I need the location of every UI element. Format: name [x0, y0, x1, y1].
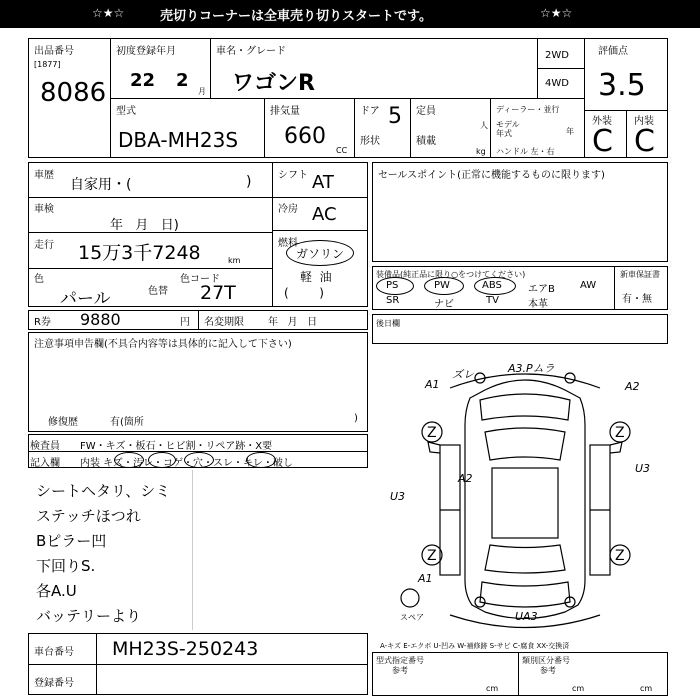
svg-text:Z: Z	[615, 425, 625, 441]
year-unit: 年	[566, 127, 574, 136]
banner-stars-left: ☆★☆	[92, 6, 125, 20]
inspection-label: 車検	[34, 204, 54, 215]
interior-grade: C	[634, 124, 655, 159]
fuel-paren: ( )	[284, 286, 324, 300]
history-value: 自家用・(	[70, 177, 132, 193]
rear-notes-block	[372, 314, 668, 344]
dealer-label: ディーラー・並行	[496, 105, 560, 114]
history-label: 車歴	[34, 170, 54, 181]
lot-label: 出品番号	[34, 46, 74, 57]
color-code-label: 色コード	[180, 274, 220, 285]
ref-label: 参考	[392, 666, 408, 675]
damage-label: A2	[625, 380, 640, 393]
color-code: 27T	[200, 282, 236, 304]
dims-label-2: 類別区分番号	[522, 656, 570, 665]
burn-circle	[184, 452, 214, 468]
handle-label: ハンドル 左・右	[496, 147, 555, 156]
repair-value: 有(箇所	[110, 417, 144, 428]
eval-score: 3.5	[598, 68, 646, 103]
eval-label: 評価点	[598, 46, 628, 57]
kg-unit: kg	[476, 147, 486, 156]
damage-label: A2	[458, 472, 473, 485]
wear-circle	[246, 452, 276, 468]
equip-ps: PS	[386, 280, 399, 291]
dims-label-1: 型式指定番号	[376, 656, 424, 665]
damage-label: A1	[418, 572, 433, 585]
reg-month: 2	[176, 70, 189, 91]
handwritten-notes	[36, 480, 366, 630]
spare-label: スペア	[400, 613, 424, 622]
shift-label: シフト	[278, 170, 308, 181]
note-line: バッテリーより	[36, 607, 142, 625]
cm-unit: cm	[572, 684, 585, 693]
shape-label: 形状	[360, 136, 380, 147]
damage-legend: A-キズ E-エクボ U-凹み W-補修跡 S-サビ C-腐食 XX-交換済	[380, 642, 570, 650]
entry-label: 記入欄	[30, 458, 60, 469]
fuel-label: 燃料	[278, 238, 298, 249]
note-line: 下回りS.	[36, 557, 96, 575]
car-name: ワゴンR	[232, 71, 315, 96]
month-unit: 月	[198, 87, 206, 96]
notes-label: 注意事項申告欄(不具合内容等は具体的に記入して下さい)	[34, 339, 292, 350]
door-label: ドア	[360, 106, 380, 117]
equipment-label: 装備品(純正品に限り○をつけてください)	[376, 270, 526, 279]
car-name-label: 車名・グレード	[216, 46, 286, 57]
color-label: 色	[34, 274, 44, 285]
load-label: 積載	[416, 136, 436, 147]
history-close: )	[246, 174, 252, 190]
ref-label: 参考	[540, 666, 556, 675]
model-year-label: モデル 年式	[496, 120, 520, 138]
km-unit: km	[228, 256, 241, 265]
repair-label: 修復歴	[48, 417, 78, 428]
reg-year: 22	[130, 70, 156, 91]
capacity-label: 定員	[416, 106, 436, 117]
equip-airbag: エアB	[528, 284, 555, 295]
lot-sub: [1877]	[34, 60, 61, 69]
ac-label: 冷房	[278, 204, 298, 215]
inspector-row2: 内装 キズ・汚レ・コゲ・穴・スレ・キレ・破し	[80, 458, 293, 469]
stain-circle	[148, 452, 176, 468]
color-value: パール	[60, 289, 111, 309]
svg-text:Z: Z	[615, 548, 625, 564]
note-line: 各A.U	[36, 582, 77, 600]
mileage-label: 走行	[34, 240, 54, 251]
drive-2wd: 2WD	[545, 50, 569, 61]
name-change-label: 名変期限	[204, 317, 244, 328]
color-change-label: 色替	[148, 286, 168, 297]
banner-text: 売切りコーナーは全車売り切りスタートです。	[160, 9, 432, 24]
scratch-circle	[114, 452, 144, 468]
warranty-label: 新車保証書	[620, 270, 660, 279]
doors: 5	[388, 104, 402, 129]
top-banner	[0, 0, 700, 28]
rear-label: 後日欄	[376, 319, 400, 328]
model-code: DBA-MH23S	[118, 128, 239, 152]
ac-value: AC	[312, 204, 337, 225]
fuel-diesel: 軽 油	[300, 270, 332, 284]
damage-label: ズレ	[452, 368, 474, 381]
damage-label: U3	[390, 490, 406, 503]
equip-navi: ナビ	[434, 299, 454, 310]
recycle-label: R券	[34, 317, 51, 328]
banner-stars-right: ☆★☆	[540, 6, 573, 20]
interior-label: 内装	[634, 116, 654, 127]
inspector-row1: FW・キズ・板石・ヒビ割・リペア跡・X要	[80, 441, 273, 452]
reg-number-label: 登録番号	[34, 678, 74, 689]
damage-label: A1	[425, 378, 440, 391]
svg-text:Z: Z	[427, 548, 437, 564]
note-line: ステッチほつれ	[36, 507, 141, 525]
cm-unit: cm	[640, 684, 653, 693]
exterior-label: 外装	[592, 116, 612, 127]
damage-label: UA3	[515, 610, 538, 623]
note-line: Bピラー凹	[36, 532, 107, 550]
chassis-value: MH23S-250243	[112, 638, 259, 660]
equip-sr: SR	[386, 295, 400, 306]
damage-label: A3.Pムラ	[508, 362, 555, 375]
equip-tv: TV	[486, 295, 499, 306]
fuel-value: ガソリン	[296, 247, 345, 261]
displacement-label: 排気量	[270, 106, 300, 117]
equip-pw: PW	[434, 280, 450, 291]
abs-circle	[474, 277, 516, 295]
cc-unit: CC	[336, 146, 348, 155]
drive-4wd: 4WD	[545, 78, 569, 89]
equip-leather: 本革	[528, 299, 548, 310]
equip-aw: AW	[580, 280, 597, 291]
recycle-value: 9880	[80, 310, 121, 329]
lot-number: 8086	[40, 78, 107, 108]
note-line: シートヘタリ、シミ	[36, 482, 171, 500]
damage-label: U3	[635, 462, 651, 475]
exterior-grade: C	[592, 124, 613, 159]
name-change-value: 年 月 日	[268, 317, 318, 328]
warranty-value: 有・無	[622, 294, 652, 305]
recycle-unit: 円	[180, 317, 190, 328]
ps-circle	[376, 277, 414, 295]
displacement: 660	[284, 124, 326, 149]
car-diagram	[380, 350, 670, 640]
inspection-value: 年 月 日)	[110, 218, 179, 233]
repair-close: )	[354, 413, 358, 424]
svg-text:Z: Z	[427, 425, 437, 441]
chassis-label: 車台番号	[34, 647, 74, 658]
mileage-value: 15万3千7248	[78, 242, 201, 264]
type-label: 型式	[116, 106, 136, 117]
shift-value: AT	[312, 172, 334, 193]
equip-abs: ABS	[482, 280, 502, 291]
first-reg-label: 初度登録年月	[116, 46, 176, 57]
cm-unit: cm	[486, 684, 499, 693]
person-unit: 人	[480, 121, 488, 130]
equipment-row2	[380, 295, 610, 309]
pw-circle	[424, 277, 464, 295]
inspector-label: 検査員	[30, 441, 60, 452]
sales-point-label: セールスポイント(正常に機能するものに限ります)	[378, 170, 605, 181]
